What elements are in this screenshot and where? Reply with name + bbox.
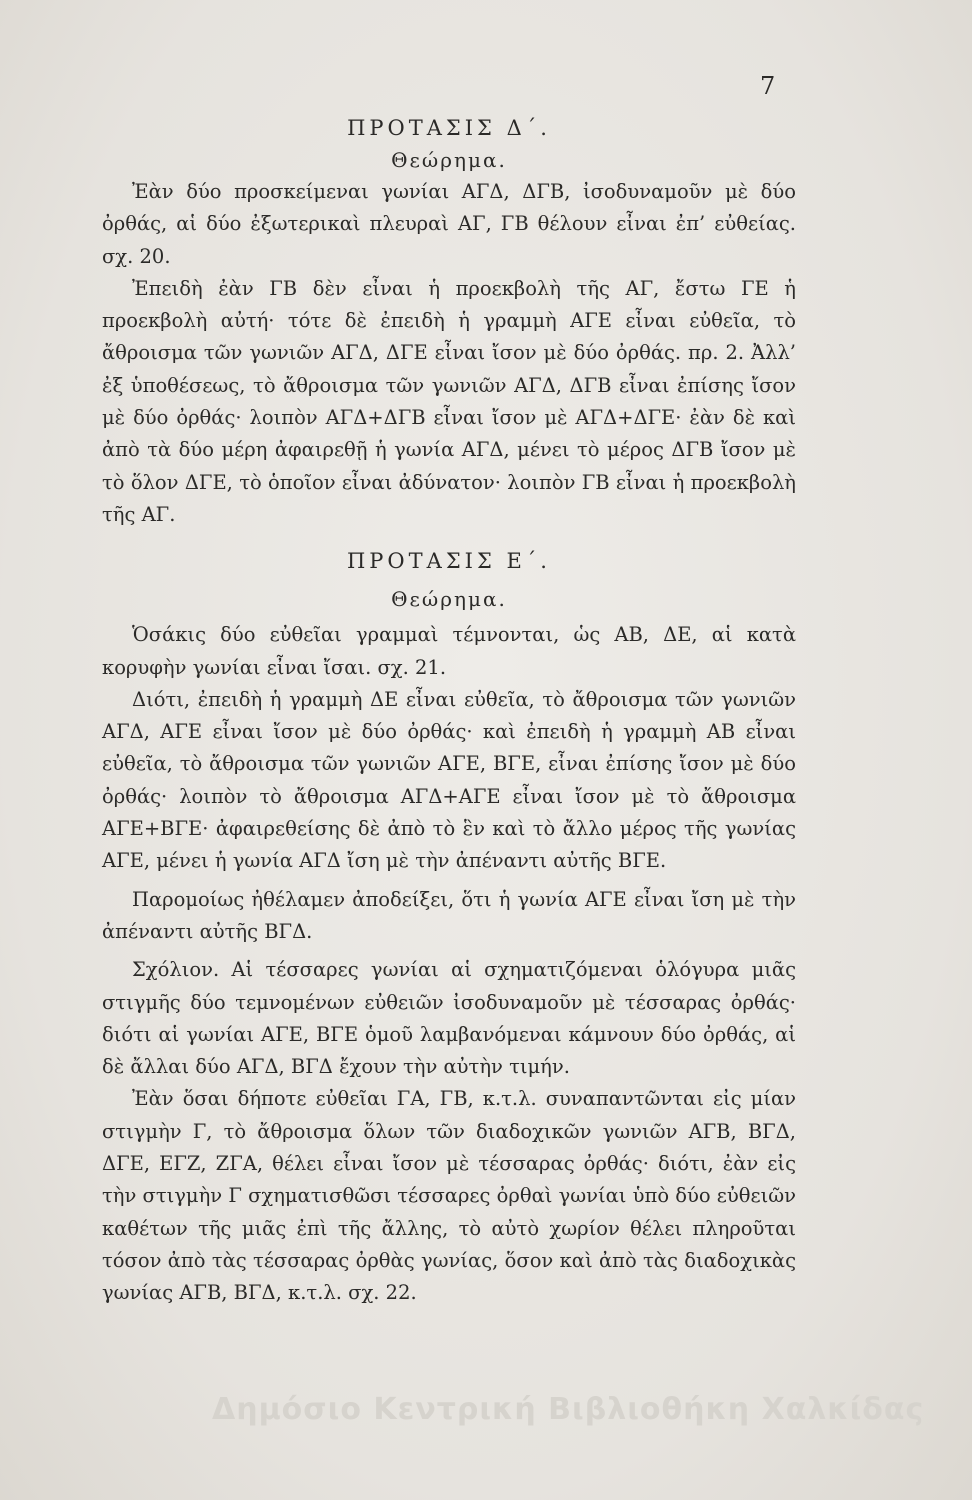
statement-paragraph-4: Ἐὰν δύο προσκείμεναι γωνίαι ΑΓΔ, ΔΓΒ, ἰσοδυναμοῦν μὲ δύο ὀρθάς, αἱ δύο ἐξωτερικαὶ πλευραὶ ΑΓ, ΓΒ θέλουν εἶναι ἐπ’ εὐθείας. σχ. 20. [102,180,796,268]
similar-paragraph: Παρομοίως ἠθέλαμεν ἀποδείξει, ὅτι ἡ γωνία ΑΓΕ εἶναι ἴση μὲ τὴν ἀπέναντι αὐτῆς ΒΓΔ. [102,887,796,943]
theorem-subheading-4: Θεώρημα. [391,148,507,172]
corollary-paragraph: Ἐὰν ὅσαι δήποτε εὐθεῖαι ΓΑ, ΓΒ, κ.τ.λ. συναπαντῶνται εἰς μίαν στιγμὴν Γ, τὸ ἄθροισμα ὅλων τῶν διαδοχικῶν γωνιῶν ΑΓΒ, ΒΓΔ, ΔΓΕ, ΕΓΖ, ΖΓΑ, θέλει εἶναι ἴσον μὲ τέσσαρας ὀρθάς· διότι, ἐὰν εἰς τὴν στιγμὴν Γ σχηματισθῶσι τέσσαρες ὀρθαὶ γωνίαι ὑπὸ δύο εὐθειῶν καθέτων τῆς μιᾶς ἐπὶ τῆς ἄλλης, τὸ αὐτὸ χωρίον θέλει πληροῦται τόσον ἀπὸ τὰς τέσσαρας ὀρθὰς γωνίας, ὅσον καὶ ἀπὸ τὰς διαδοχικὰς γωνίας ΑΓΒ, ΒΓΔ, κ.τ.λ. σχ. 22. [102,1087,796,1305]
statement-paragraph-5: Ὁσάκις δύο εὐθεῖαι γραμμαὶ τέμνονται, ὡς ΑΒ, ΔΕ, αἱ κατὰ κορυφὴν γωνίαι εἶναι ἴσαι. σχ. 21. [102,623,796,679]
theorem-subheading-5: Θεώρημα. [391,587,507,612]
page-number: 7 [760,72,776,100]
proof-paragraph-5: Διότι, ἐπειδὴ ἡ γραμμὴ ΔΕ εἶναι εὐθεῖα, τὸ ἄθροισμα τῶν γωνιῶν ΑΓΔ, ΑΓΕ εἶναι ἴσον μὲ δύο ὀρθάς· καὶ ἐπειδὴ ἡ γραμμὴ ΑΒ εἶναι εὐθεῖα, τὸ ἄθροισμα τῶν γωνιῶν ΑΓΕ, ΒΓΕ, εἶναι ἐπίσης ἴσον μὲ δύο ὀρθάς· λοιπὸν τὸ ἄθροισμα ΑΓΔ+ΑΓΕ εἶναι ἴσον μὲ τὸ ἄθροισμα ΑΓΕ+ΒΓΕ· ἀφαιρεθείσης δὲ ἀπὸ τὸ ἓν καὶ τὸ ἄλλο μέρος τῆς γωνίας ΑΓΕ, μένει ἡ γωνία ΑΓΔ ἴση μὲ τὴν ἀπέναντι αὐτῆς ΒΓΕ. [102,687,796,873]
library-watermark: Δημόσιο Κεντρική Βιβλιοθήκη Χαλκίδας [212,1392,925,1427]
scholium-paragraph: Σχόλιον. Αἱ τέσσαρες γωνίαι αἱ σχηματιζόμεναι ὁλόγυρα μιᾶς στιγμῆς δύο τεμνομένων εὐθειῶν ἰσοδυναμοῦν μὲ τέσσαρας ὀρθάς· διότι αἱ γωνίαι ΑΓΕ, ΒΓΕ ὁμοῦ λαμβανόμεναι κάμνουν δύο ὀρθάς, αἱ δὲ ἄλλαι δύο ΑΓΔ, ΒΓΔ ἔχουν τὴν αὐτὴν τιμήν. [102,958,796,1079]
proposition-heading-4: ΠΡΟΤΑΣΙΣ Δ΄. [347,116,551,140]
proposition-heading-5: ΠΡΟΤΑΣΙΣ Ε΄. [346,549,551,574]
text-block [102,112,796,1310]
proof-paragraph-4: Ἐπειδὴ ἐὰν ΓΒ δὲν εἶναι ἡ προεκβολὴ τῆς ΑΓ, ἔστω ΓΕ ἡ προεκβολὴ αὐτή· τότε δὲ ἐπειδὴ ἡ γραμμὴ ΑΓΕ εἶναι εὐθεῖα, τὸ ἄθροισμα τῶν γωνιῶν ΑΓΔ, ΔΓΕ εἶναι ἴσον μὲ δύο ὀρθάς. πρ. 2. Ἀλλ’ ἐξ ὑποθέσεως, τὸ ἄθροισμα τῶν γωνιῶν ΑΓΔ, ΔΓΒ εἶναι ἐπίσης ἴσον μὲ δύο ὀρθάς· λοιπὸν ΑΓΔ+ΔΓΒ εἶναι ἴσον μὲ ΑΓΔ+ΔΓΕ· ἐὰν δὲ καὶ ἀπὸ τὰ δύο μέρη ἀφαιρεθῇ ἡ γωνία ΑΓΔ, μένει τὸ μέρος ΔΓΒ ἴσον μὲ τὸ ὅλον ΔΓΕ, τὸ ὁποῖον εἶναι ἀδύνατον· λοιπὸν ΓΒ εἶναι ἡ προεκβολὴ τῆς ΑΓ. [102,276,796,526]
